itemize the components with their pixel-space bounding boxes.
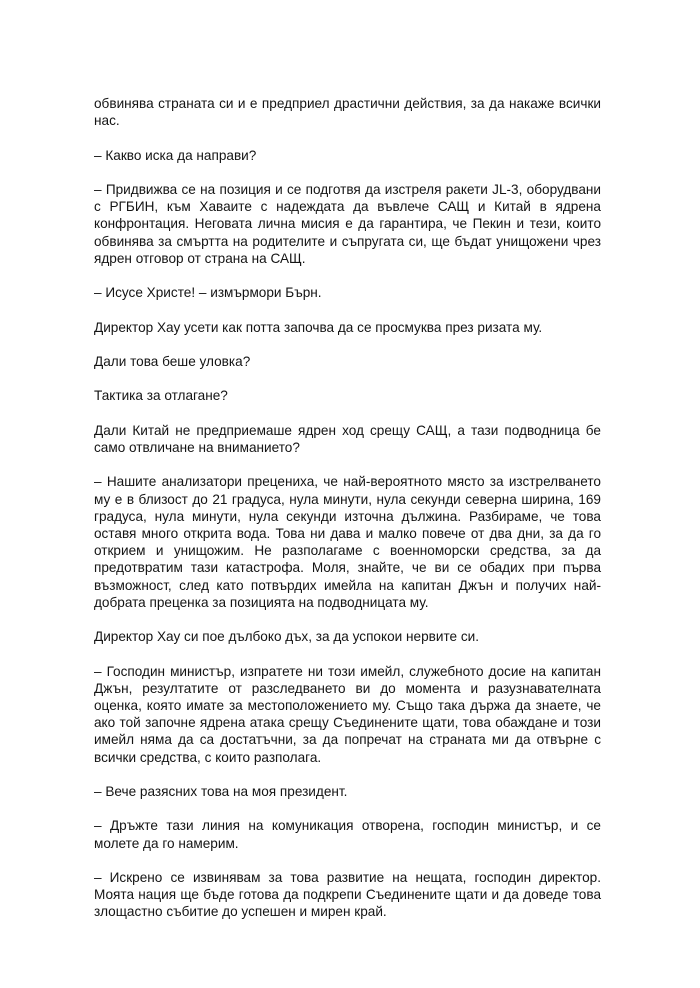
paragraph: – Вече разясних това на моя президент. <box>94 783 348 799</box>
paragraph: – Господин министър, изпратете ни този имейл, служебното досие на капитан Джън, резултатите от разследването ви до момента и разузнавателната оценка, която имате за местоположението му. Също така държа да знаете, че ако той започне ядрена атака срещу Съединените щати, това обаждане и този имейл няма да са достатъчни, за да попречат на страната ми да отвърне с всички средства, с които разполага. <box>94 663 601 765</box>
paragraph: Тактика за отлагане? <box>94 388 228 404</box>
paragraph: – Дръжте тази линия на комуникация отворена, господин министър, и се молете да го намерим. <box>94 818 601 851</box>
document-body <box>94 95 601 938</box>
paragraph: – Исусе Христе! – измърмори Бърн. <box>94 285 322 301</box>
paragraph: – Какво иска да направи? <box>94 147 257 163</box>
paragraph: Дали Китай не предприемаше ядрен ход срещу САЩ, а тази подводница бе само отвличане на вниманието? <box>94 422 601 455</box>
paragraph: – Нашите анализатори прецениха, че най-вероятното място за изстрелването му е в близост до 21 градуса, нула минути, нула секунди северна ширина, 169 градуса, нула минути, нула секунди източна дължина. Разбираме, че това оставя много открита вода. Това ни дава и малко повече от два дни, за да го открием и унищожим. Не разполагаме с военноморски средства, за да предотвратим тази катастрофа. Моля, знайте, че ви се обадих при първа възможност, след като потвърдих имейла на капитан Джън и получих най-добрата преценка за позицията на подводницата му. <box>94 474 601 610</box>
paragraph: – Искрено се извинявам за това развитие на нещата, господин директор. Моята нация ще бъде готова да подкрепи Съединените щати и да доведе това злощастно събитие до успешен и мирен край. <box>94 869 601 920</box>
paragraph: обвинява страната си и е предприел драстични действия, за да накаже всички нас. <box>94 96 601 129</box>
paragraph: Директор Хау си пое дълбоко дъх, за да успокои нервите си. <box>94 629 480 645</box>
paragraph: Дали това беше уловка? <box>94 353 251 369</box>
paragraph: Директор Хау усети как потта започва да се просмуква през ризата му. <box>94 319 543 335</box>
paragraph: – Придвижва се на позиция и се подготвя да изстреля ракети JL-3, оборудвани с РГБИН, към Хаваите с надеждата да въвлече САЩ и Китай в ядрена конфронтация. Неговата лична мисия е да гарантира, че Пекин и тези, които обвинява за смъртта на родителите и съпругата си, ще бъдат унищожени чрез ядрен отговор от страна на САЩ. <box>94 181 601 266</box>
